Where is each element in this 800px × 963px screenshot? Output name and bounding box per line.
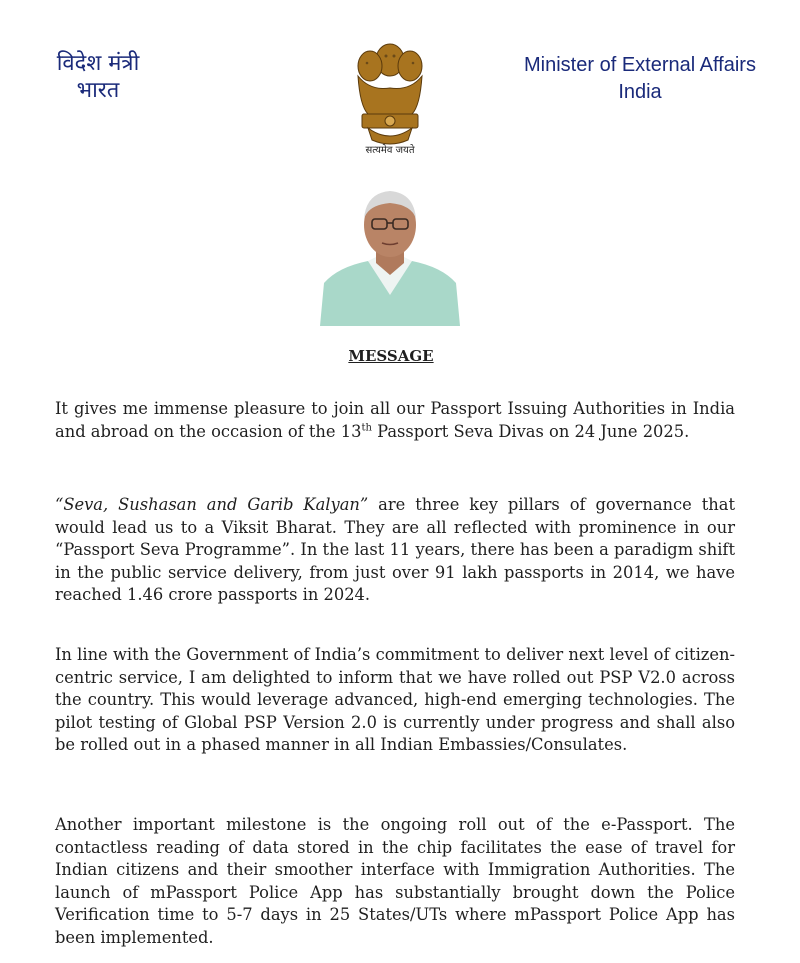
message-title: MESSAGE [348, 347, 434, 365]
emblem-motto: सत्यमेव जयते [365, 145, 415, 156]
paragraph-2 [55, 494, 735, 607]
minister-photo [318, 183, 462, 326]
english-title-line2: India [618, 81, 662, 103]
p1-text-b: Passport Seva Divas on 24 June 2025. [371, 421, 690, 441]
letterhead-right [490, 52, 790, 106]
english-title-line1: Minister of External Affairs [524, 54, 756, 76]
hindi-title-line1: विदेश मंत्री [56, 51, 140, 76]
paragraph-3: In line with the Government of India’s commitment to deliver next level of citizen-centric service, I am delighted to inform that we have rolled out PSP V2.0 across the country. This would leverage advanced, high-end emerging technologies. The pilot testing of Global PSP Version 2.0 is currently under progress and shall also be rolled out in a phased manner in all Indian Embassies/Consulates. [55, 645, 735, 754]
paragraph-4: Another important milestone is the ongoing roll out of the e-Passport. The contactless reading of data stored in the chip facilitates the ease of travel for Indian citizens and their smoother interface with Immigration Authorities. The launch of mPassport Police App has substantially brought down the Police Verification time to 5-7 days in 25 States/UTs where mPassport Police App has been implemented. [55, 815, 735, 947]
p1-superscript: th [361, 422, 372, 434]
p2-italic-pillars: “Seva, Sushasan and Garib Kalyan” [55, 495, 369, 514]
p2-text: are three key pillars of governance that would lead us to a Viksit Bharat. They are all reflected with prominence in our “Passport Seva Programme”. In the last 11 years, there has been a paradigm shift in the public service delivery, from just over 91 lakh passports in 2014, we have reached 1.46 crore passports in 2024. [55, 495, 735, 604]
letterhead-left [28, 50, 168, 104]
paragraph-1 [55, 398, 735, 443]
hindi-title-line2: भारत [76, 78, 120, 103]
p1-text-a: It gives me immense pleasure to join all our Passport Issuing Authorities in India and abroad on the occasion of the 13 [55, 399, 735, 441]
